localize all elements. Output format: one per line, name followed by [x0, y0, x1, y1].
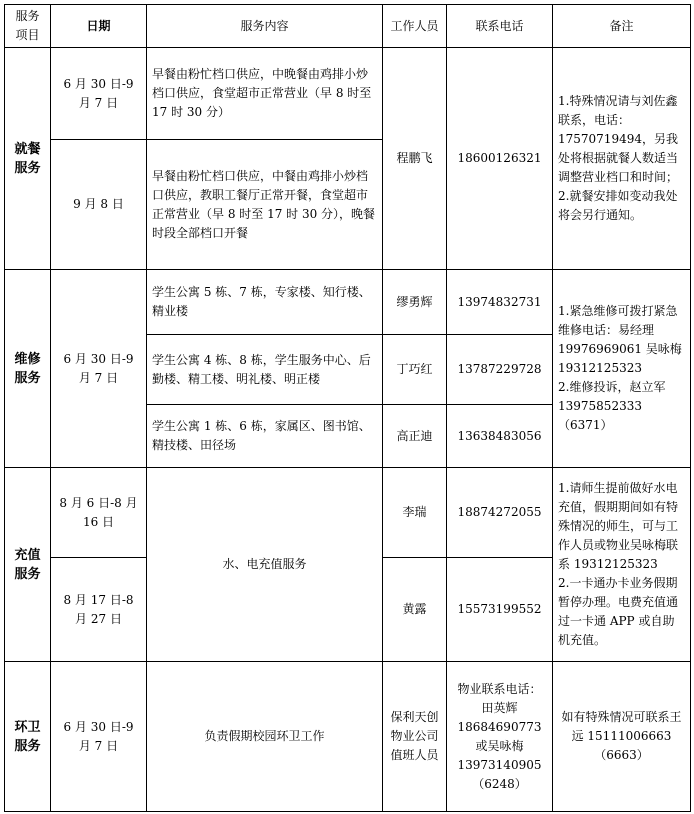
header-note: 备注: [553, 5, 691, 48]
repair-content-2: 学生公寓 4 栋、8 栋，学生服务中心、后勤楼、精工楼、明礼楼、明正楼: [147, 335, 383, 405]
sanitation-category: 环卫服务: [5, 662, 51, 812]
recharge-staff-2: 黄露: [383, 558, 447, 662]
repair-note: 1.紧急维修可拨打紧急维修电话：易经理 19976969061 吴咏梅 19312125323 2.维修投诉，赵立军 13975852333（6371）: [553, 270, 691, 468]
repair-date: 6 月 30 日-9 月 7 日: [51, 270, 147, 468]
repair-phone-1: 13974832731: [447, 270, 553, 335]
recharge-phone-2: 15573199552: [447, 558, 553, 662]
repair-phone-3: 13638483056: [447, 405, 553, 468]
dining-content-1: 早餐由粉忙档口供应，中晚餐由鸡排小炒档口供应，食堂超市正常营业（早 8 时至 17 时 30 分）: [147, 48, 383, 140]
service-schedule-table: [4, 4, 691, 812]
sanitation-phone: 物业联系电话：田英辉 18684690773 或吴咏梅 13973140905（6248）: [447, 662, 553, 812]
dining-category: 就餐服务: [5, 48, 51, 270]
sanitation-staff: 保利天创物业公司值班人员: [383, 662, 447, 812]
repair-phone-2: 13787229728: [447, 335, 553, 405]
dining-content-2: 早餐由粉忙档口供应，中餐由鸡排小炒档口供应，教职工餐厅正常开餐，食堂超市正常营业（早 8 时至 17 时 30 分），晚餐时段全部档口开餐: [147, 140, 383, 270]
repair-content-1: 学生公寓 5 栋、7 栋，专家楼、知行楼、精业楼: [147, 270, 383, 335]
header-category: 服务项目: [5, 5, 51, 48]
sanitation-note: 如有特殊情况可联系王远 15111006663（6663）: [553, 662, 691, 812]
header-date: 日期: [51, 5, 147, 48]
dining-phone: 18600126321: [447, 48, 553, 270]
repair-category: 维修服务: [5, 270, 51, 468]
header-staff: 工作人员: [383, 5, 447, 48]
repair-row-1: [5, 270, 691, 335]
repair-staff-1: 缪勇辉: [383, 270, 447, 335]
dining-date-2: 9 月 8 日: [51, 140, 147, 270]
recharge-date-2: 8 月 17 日-8 月 27 日: [51, 558, 147, 662]
recharge-staff-1: 李瑞: [383, 468, 447, 558]
header-row: [5, 5, 691, 48]
recharge-date-1: 8 月 6 日-8 月 16 日: [51, 468, 147, 558]
recharge-note: 1.请师生提前做好水电充值，假期期间如有特殊情况的师生，可与工作人员或物业吴咏梅联系 19312125323 2.一卡通办卡业务假期暂停办理。电费充值通过一卡通 APP 或自助机充值。: [553, 468, 691, 662]
recharge-row-1: [5, 468, 691, 558]
header-content: 服务内容: [147, 5, 383, 48]
dining-row-1: [5, 48, 691, 140]
repair-staff-2: 丁巧红: [383, 335, 447, 405]
sanitation-content: 负责假期校园环卫工作: [147, 662, 383, 812]
recharge-phone-1: 18874272055: [447, 468, 553, 558]
dining-date-1: 6 月 30 日-9 月 7 日: [51, 48, 147, 140]
dining-staff: 程鹏飞: [383, 48, 447, 270]
sanitation-row: [5, 662, 691, 812]
recharge-category: 充值服务: [5, 468, 51, 662]
sanitation-date: 6 月 30 日-9 月 7 日: [51, 662, 147, 812]
header-phone: 联系电话: [447, 5, 553, 48]
recharge-content: 水、电充值服务: [147, 468, 383, 662]
repair-content-3: 学生公寓 1 栋、6 栋，家属区、图书馆、精技楼、田径场: [147, 405, 383, 468]
dining-note: 1.特殊情况请与刘佐鑫联系，电话：17570719494，另我处将根据就餐人数适当调整营业档口和时间； 2.就餐安排如变动我处将会另行通知。: [553, 48, 691, 270]
repair-staff-3: 高正迪: [383, 405, 447, 468]
